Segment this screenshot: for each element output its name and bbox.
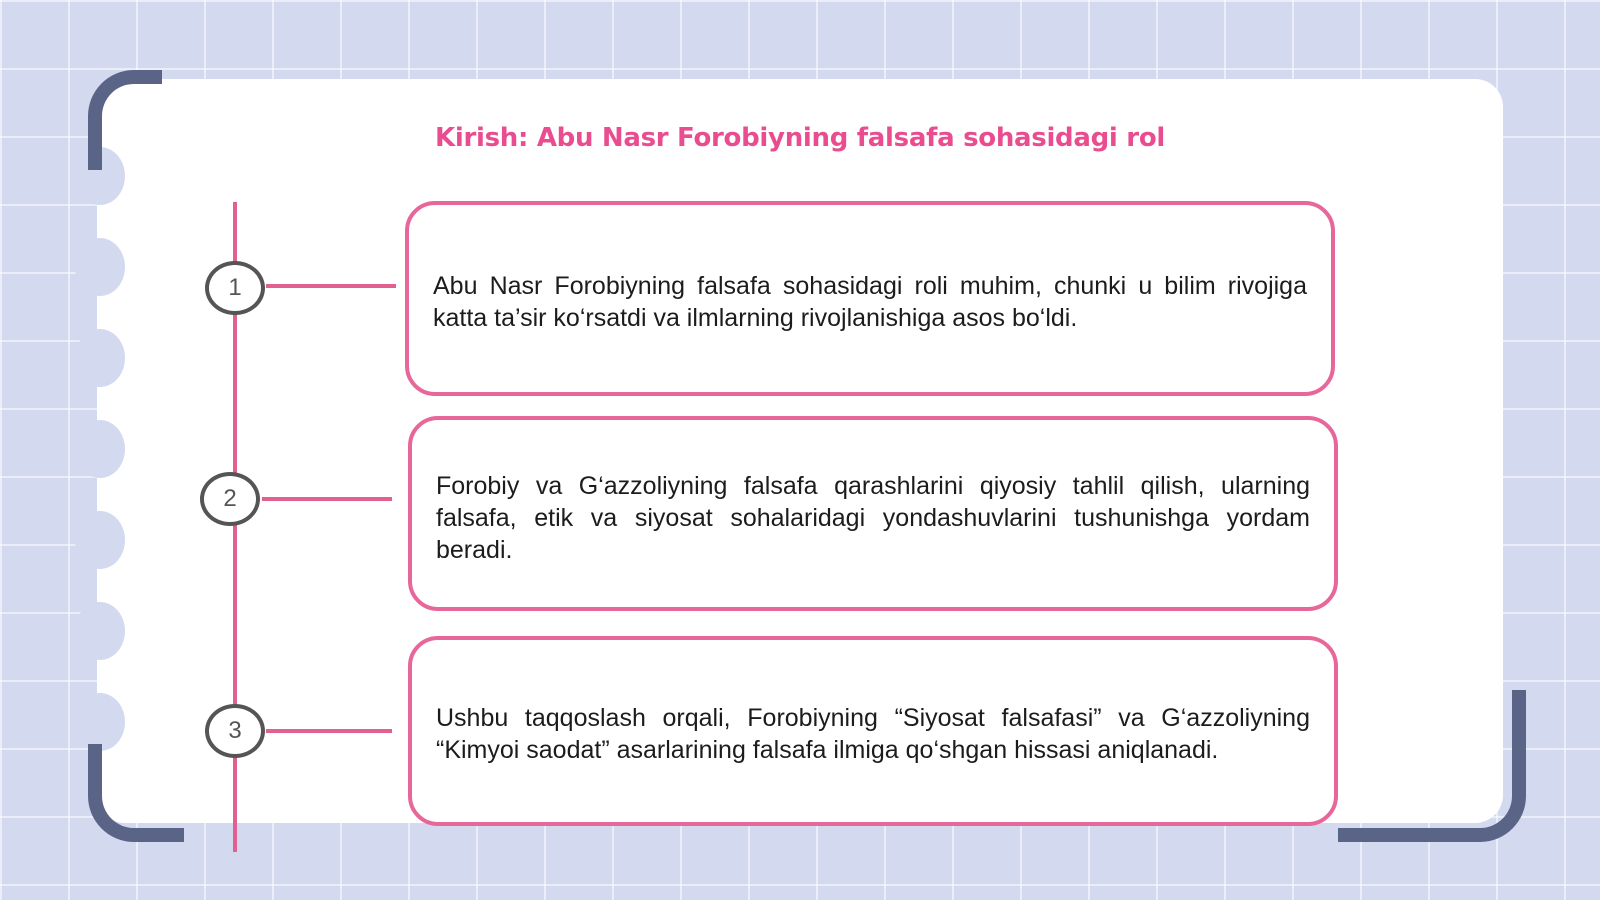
- card-edge-scallop: [75, 693, 125, 751]
- info-text-3: Ushbu taqqoslash orqali, Forobiyning “Siyosat falsafasi” va G‘azzoliyning “Kimyoi saodat” asarlarining falsafa ilmiga qo‘shgan hissasi aniqlanadi.: [436, 704, 1310, 764]
- card-edge-scallop: [75, 602, 125, 660]
- timeline-connector: [266, 284, 396, 288]
- timeline-connector: [266, 729, 392, 733]
- info-box-3: [408, 636, 1338, 826]
- card-edge-scallop: [75, 238, 125, 296]
- card-edge-scallop: [75, 511, 125, 569]
- card-edge-scallop: [75, 420, 125, 478]
- timeline-connector: [262, 497, 392, 501]
- frame-corner-top-left: [88, 70, 162, 170]
- info-box-2: [408, 416, 1338, 611]
- slide-title: Kirish: Abu Nasr Forobiyning falsafa sohasidagi rol: [434, 123, 1165, 153]
- step-number-3: 3: [205, 704, 265, 758]
- card-edge-scallop: [75, 329, 125, 387]
- frame-corner-bottom-right: [1338, 690, 1526, 842]
- step-number-2: 2: [200, 472, 260, 526]
- info-box-1: [405, 201, 1335, 396]
- frame-corner-bottom-left: [88, 744, 184, 842]
- info-text-2: Forobiy va G‘azzoliyning falsafa qarashlarini qiyosiy tahlil qilish, ularning falsafa, etik va siyosat sohalaridagi yondashuvlarini tushunishga yordam beradi.: [436, 472, 1310, 564]
- step-number-1: 1: [205, 261, 265, 315]
- info-text-1: Abu Nasr Forobiyning falsafa sohasidagi roli muhim, chunki u bilim rivojiga katta ta’sir ko‘rsatdi va ilmlarning rivojlanishiga asos bo‘ldi.: [433, 272, 1307, 332]
